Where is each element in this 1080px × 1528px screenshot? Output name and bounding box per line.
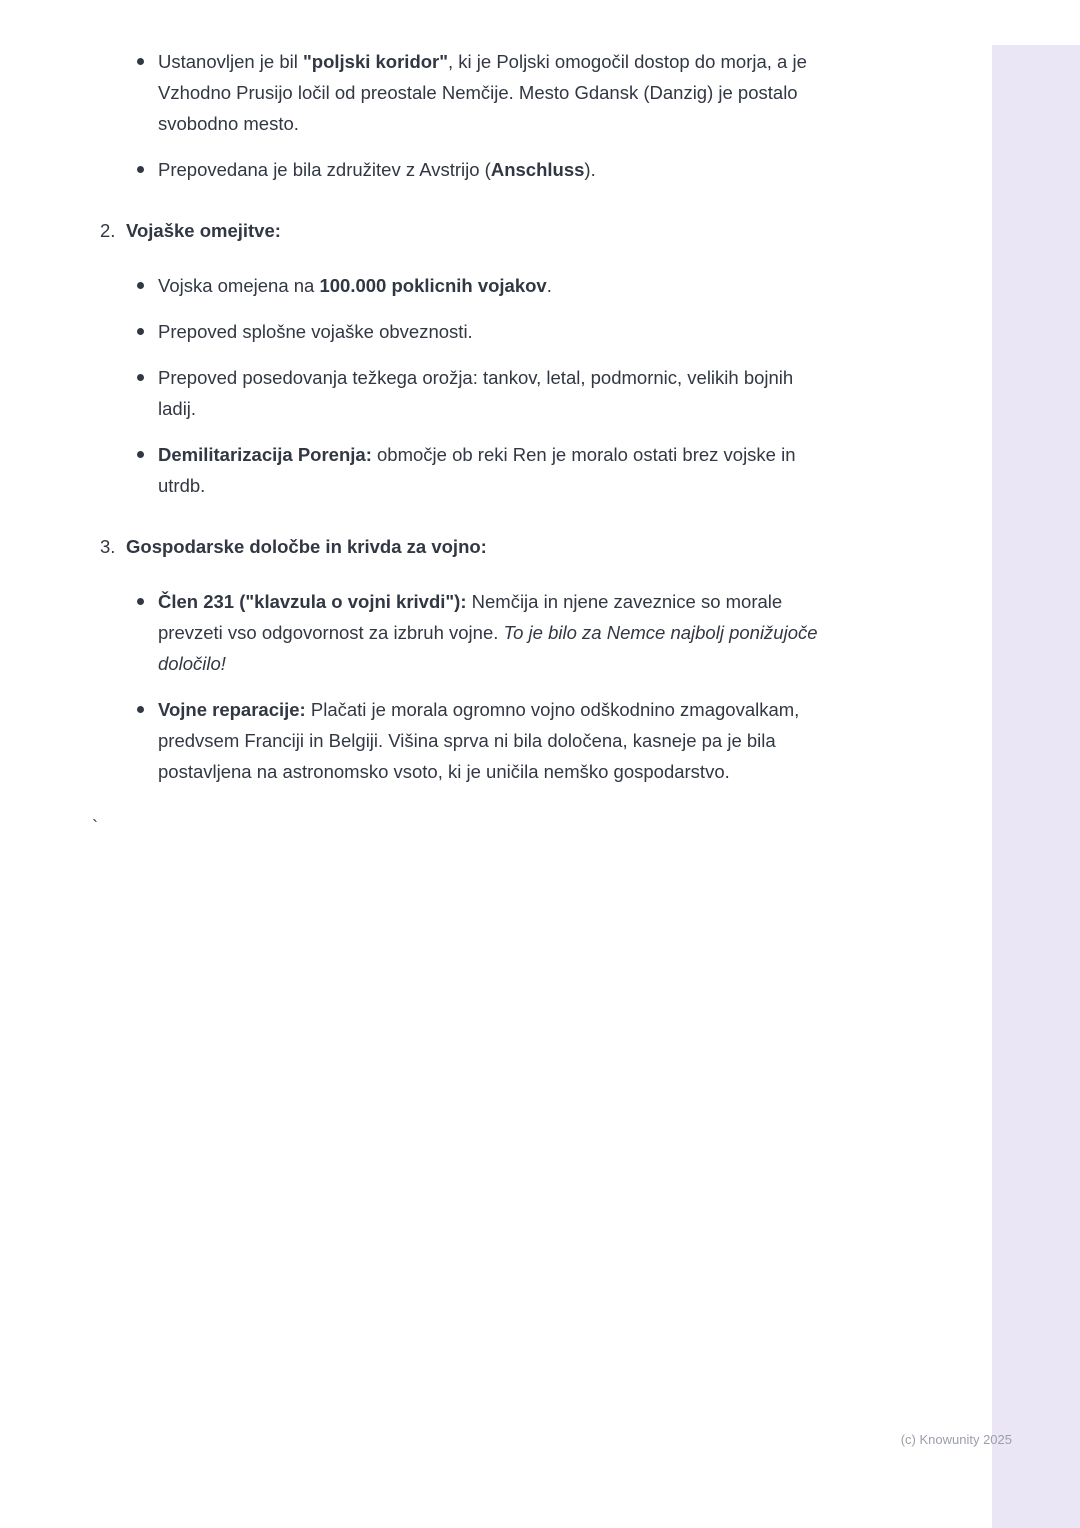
list-item xyxy=(100,439,836,501)
text: Prepovedana je bila združitev z Avstrijo ( xyxy=(158,159,491,180)
text: . xyxy=(546,275,552,296)
bullet-list xyxy=(100,46,836,185)
list-item xyxy=(100,586,836,679)
list-item xyxy=(100,316,836,347)
text: Nemčija in njene zaveznice so morale prevzeti vso odgovornost za izbruh vojne. xyxy=(158,591,783,643)
list-item-text xyxy=(158,694,836,787)
bullet-marker xyxy=(137,166,144,173)
text: Ustanovljen je bil xyxy=(158,51,303,72)
text: , ki je Poljski omogočil dostop do morja, a je Vzhodno Prusijo ločil od preostale Nemčije. Mesto Gdansk (Danzig) je postalo svobodno mesto. xyxy=(158,51,807,134)
side-strip xyxy=(992,45,1080,1528)
text: ). xyxy=(584,159,596,180)
text: Vojska omejena na xyxy=(158,275,320,296)
list-item xyxy=(100,270,836,301)
bullet-marker xyxy=(137,282,144,289)
heading-number: 3. xyxy=(100,536,116,557)
list-item-text xyxy=(158,316,836,347)
bullet-marker xyxy=(137,58,144,65)
numbered-heading xyxy=(100,531,836,562)
heading-title: Vojaške omejitve: xyxy=(126,220,281,241)
text: Prepoved posedovanja težkega orožja: tankov, letal, podmornic, velikih bojnih ladij. xyxy=(158,367,794,419)
bullet-marker xyxy=(137,328,144,335)
text: Prepoved splošne vojaške obveznosti. xyxy=(158,321,473,342)
copyright-footer: (c) Knowunity 2025 xyxy=(900,1432,1012,1447)
heading-number: 2. xyxy=(100,220,116,241)
numbered-heading xyxy=(100,215,836,246)
document-content xyxy=(92,46,836,842)
stray-character: ` xyxy=(92,816,99,837)
bullet-marker xyxy=(137,374,144,381)
list-item xyxy=(100,362,836,424)
heading-title: Gospodarske določbe in krivda za vojno: xyxy=(126,536,487,557)
italic-text: To je bilo za Nemce najbolj ponižujoče določilo! xyxy=(158,622,818,674)
bullet-marker xyxy=(137,706,144,713)
list-item-text xyxy=(158,439,836,501)
list-item-text xyxy=(158,270,836,301)
bold-text: Anschluss xyxy=(490,159,585,180)
bold-text: Demilitarizacija Porenja: xyxy=(158,444,372,465)
bullet-list xyxy=(100,270,836,501)
list-item-text xyxy=(158,586,836,679)
bullet-marker xyxy=(137,451,144,458)
text: območje ob reki Ren je moralo ostati brez vojske in utrdb. xyxy=(158,444,796,496)
list-item xyxy=(100,694,836,787)
list-item-text xyxy=(158,46,836,139)
bold-text: 100.000 poklicnih vojakov xyxy=(319,275,547,296)
bold-text: Člen 231 ("klavzula o vojni krivdi"): xyxy=(158,591,467,612)
list-item xyxy=(100,154,836,185)
bullet-marker xyxy=(137,598,144,605)
list-item-text xyxy=(158,362,836,424)
bold-text: Vojne reparacije: xyxy=(158,699,306,720)
bullet-list xyxy=(100,586,836,787)
list-item-text xyxy=(158,154,836,185)
bold-text: "poljski koridor" xyxy=(303,51,449,72)
list-item xyxy=(100,46,836,139)
text: Plačati je morala ogromno vojno odškodnino zmagovalkam, predvsem Franciji in Belgiji. Višina sprva ni bila določena, kasneje pa je bila postavljena na astronomsko vsoto, ki je uničila nemško gospodarstvo. xyxy=(158,699,800,782)
